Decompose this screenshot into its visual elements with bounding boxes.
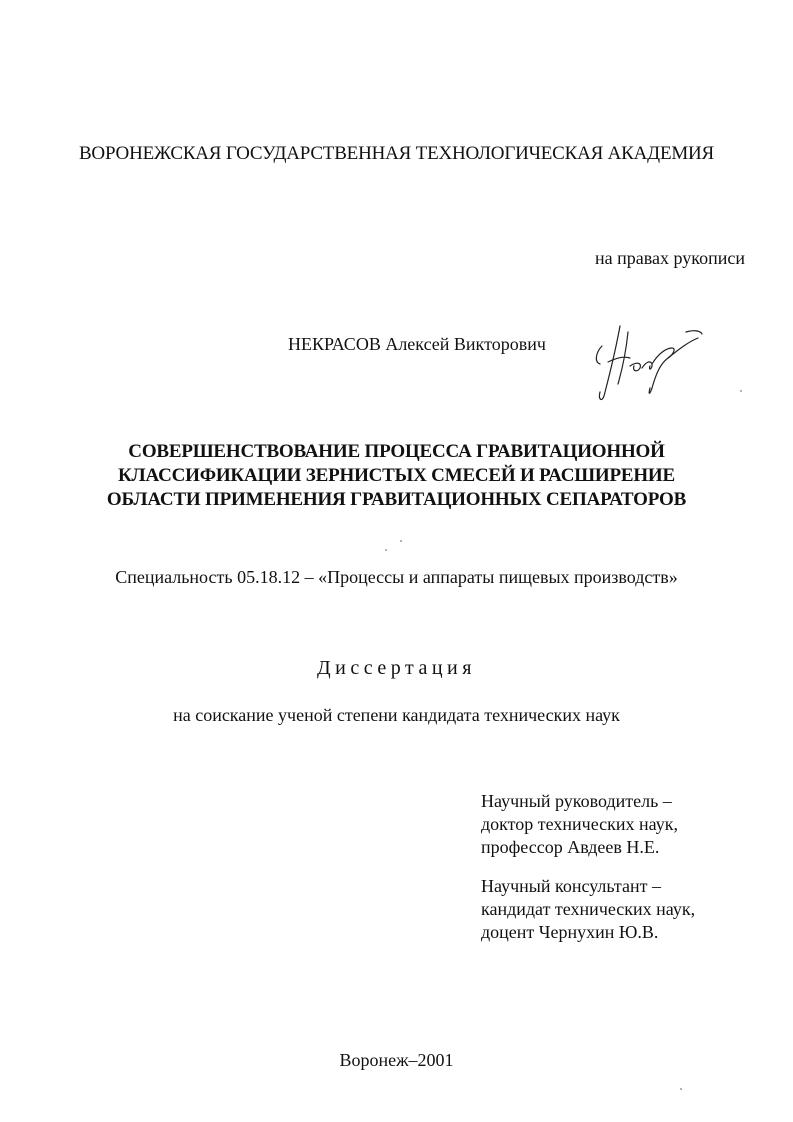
consultant-name: доцент Чернухин Ю.В. <box>481 922 659 942</box>
dissertation-title <box>0 440 793 512</box>
author-name: НЕКРАСОВ Алексей Викторович <box>288 334 546 354</box>
scan-speck <box>385 549 387 551</box>
supervisor-block <box>481 790 678 859</box>
title-line-3: ОБЛАСТИ ПРИМЕНЕНИЯ ГРАВИТАЦИОННЫХ СЕПАРАТОРОВ <box>106 489 687 510</box>
consultant-degree: кандидат технических наук, <box>481 899 696 919</box>
speciality-line: Специальность 05.18.12 – «Процессы и аппараты пищевых производств» <box>115 567 678 587</box>
document-type: Диссертация <box>317 657 476 679</box>
city-year: Воронеж–2001 <box>339 1050 454 1070</box>
manuscript-note: на правах рукописи <box>595 248 745 268</box>
supervisor-degree: доктор технических наук, <box>481 814 678 834</box>
scan-speck <box>400 540 402 542</box>
scan-speck <box>680 1088 682 1090</box>
scan-speck <box>740 390 742 392</box>
degree-line: на соискание ученой степени кандидата технических наук <box>173 705 620 725</box>
consultant-block <box>481 875 695 944</box>
title-line-2: КЛАССИФИКАЦИИ ЗЕРНИСТЫХ СМЕСЕЙ И РАСШИРЕНИЕ <box>117 465 675 486</box>
supervisor-role: Научный руководитель – <box>481 791 672 811</box>
consultant-role: Научный консультант – <box>481 876 661 896</box>
supervisor-name: профессор Авдеев Н.Е. <box>481 837 660 857</box>
institution-name: ВОРОНЕЖСКАЯ ГОСУДАРСТВЕННАЯ ТЕХНОЛОГИЧЕСКАЯ АКАДЕМИЯ <box>78 143 715 164</box>
title-line-1: СОВЕРШЕНСТВОВАНИЕ ПРОЦЕССА ГРАВИТАЦИОННОЙ <box>128 441 665 462</box>
handwritten-signature <box>590 318 710 408</box>
